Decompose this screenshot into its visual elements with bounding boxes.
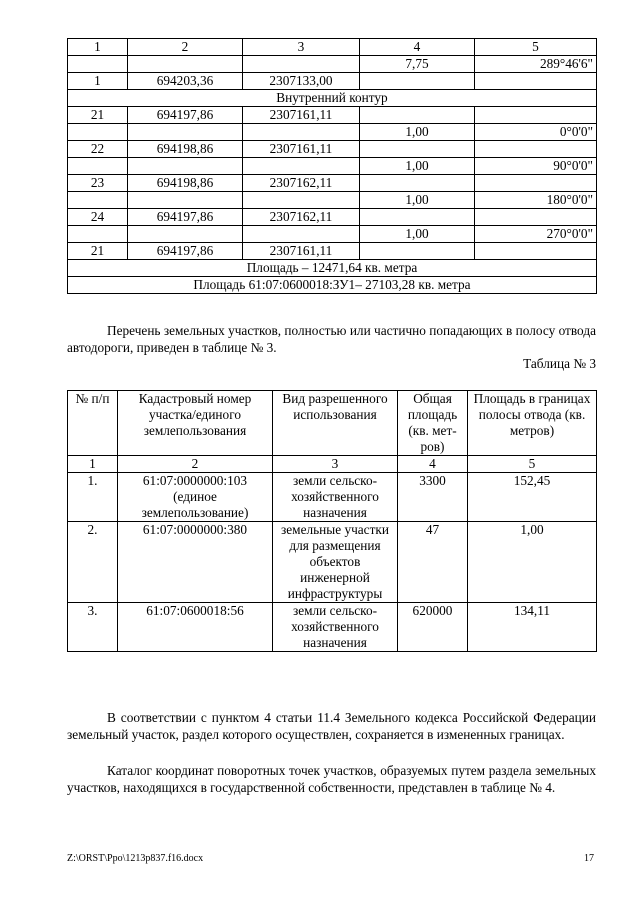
usage-type: земельные участки для размещения объектов инженерной инфраструктуры (273, 522, 398, 603)
angle-cell: 0°0'0" (475, 124, 597, 141)
point-number-cell: 1 (68, 73, 128, 90)
header-usage: Вид разрешенного использования (273, 391, 398, 456)
table-header-row (68, 391, 597, 456)
area-row (68, 260, 597, 277)
usage-type: земли сельско-хозяйственного назначения (273, 473, 398, 522)
cadastral-number: 61:07:0000000:380 (118, 522, 273, 603)
col-header: 5 (475, 39, 597, 56)
table-caption: Таблица № 3 (523, 356, 596, 371)
column-numbers-row (68, 456, 597, 473)
table-row (68, 473, 597, 522)
angle-cell: 180°0'0" (475, 192, 597, 209)
distance-cell: 1,00 (360, 124, 475, 141)
y-coord-cell: 2307133,00 (243, 73, 360, 90)
header-cadastral: Кадастровый номер участка/единого землепользования (118, 391, 273, 456)
table-row (68, 226, 597, 243)
total-area: 47 (398, 522, 468, 603)
table-header-row (68, 39, 597, 56)
point-number-cell: 24 (68, 209, 128, 226)
table-row (68, 107, 597, 124)
col-number: 5 (468, 456, 597, 473)
table-row (68, 141, 597, 158)
table-row (68, 603, 597, 652)
col-number: 1 (68, 456, 118, 473)
distance-cell: 7,75 (360, 56, 475, 73)
table-row (68, 158, 597, 175)
cadastral-number: 61:07:0600018:56 (118, 603, 273, 652)
strip-area: 152,45 (468, 473, 597, 522)
col-number: 4 (398, 456, 468, 473)
parcels-table (67, 390, 597, 652)
distance-cell: 1,00 (360, 226, 475, 243)
x-coord-cell: 694198,86 (128, 175, 243, 192)
paragraph-catalog: Каталог координат поворотных точек участков, образуемых путем раздела земельных участков, находящихся в государственной собственности, представлен в таблице № 4. (67, 763, 596, 795)
distance-cell: 1,00 (360, 158, 475, 175)
table-row (68, 243, 597, 260)
cadastral-number: 61:07:0000000:103 (единое землепользование) (118, 473, 273, 522)
col-header: 1 (68, 39, 128, 56)
y-coord-cell: 2307161,11 (243, 141, 360, 158)
total-area: 3300 (398, 473, 468, 522)
usage-type: земли сельско-хозяйственного назначения (273, 603, 398, 652)
header-total-area: Общая площадь (кв. мет-ров) (398, 391, 468, 456)
footer-file-path: Z:\ORST\Ppo\1213p837.f16.docx (67, 853, 204, 864)
y-coord-cell: 2307161,11 (243, 107, 360, 124)
point-number-cell: 21 (68, 243, 128, 260)
x-coord-cell: 694203,36 (128, 73, 243, 90)
col-header: 2 (128, 39, 243, 56)
row-number: 1. (68, 473, 118, 522)
col-header: 3 (243, 39, 360, 56)
distance-cell: 1,00 (360, 192, 475, 209)
row-number: 2. (68, 522, 118, 603)
header-strip-area: Площадь в границах полосы отвода (кв. метров) (468, 391, 597, 456)
point-number-cell: 21 (68, 107, 128, 124)
y-coord-cell: 2307162,11 (243, 209, 360, 226)
row-number: 3. (68, 603, 118, 652)
col-number: 3 (273, 456, 398, 473)
x-coord-cell: 694197,86 (128, 209, 243, 226)
angle-cell: 270°0'0" (475, 226, 597, 243)
x-coord-cell: 694197,86 (128, 107, 243, 124)
angle-cell: 90°0'0" (475, 158, 597, 175)
table-row (68, 522, 597, 603)
angle-cell: 289°46'6" (475, 56, 597, 73)
total-area: 620000 (398, 603, 468, 652)
y-coord-cell: 2307162,11 (243, 175, 360, 192)
area-total: Площадь – 12471,64 кв. метра (68, 260, 597, 277)
y-coord-cell: 2307161,11 (243, 243, 360, 260)
table-row (68, 56, 597, 73)
paragraph-land-code: В соответствии с пунктом 4 статьи 11.4 Земельного кодекса Российской Федерации земельный участок, раздел которого осуществлен, сохраняется в измененных границах. (67, 710, 596, 742)
col-number: 2 (118, 456, 273, 473)
page-number: 17 (584, 853, 594, 864)
strip-area: 134,11 (468, 603, 597, 652)
col-header: 4 (360, 39, 475, 56)
area-parcel: Площадь 61:07:0600018:ЗУ1– 27103,28 кв. метра (68, 277, 597, 294)
table-row (68, 124, 597, 141)
header-number: № п/п (68, 391, 118, 456)
point-number-cell: 22 (68, 141, 128, 158)
strip-area: 1,00 (468, 522, 597, 603)
point-number-cell: 23 (68, 175, 128, 192)
table-row (68, 209, 597, 226)
section-title: Внутренний контур (68, 90, 597, 107)
area-row (68, 277, 597, 294)
table-row (68, 192, 597, 209)
section-title-row (68, 90, 597, 107)
x-coord-cell: 694197,86 (128, 243, 243, 260)
coordinate-table (67, 38, 597, 294)
paragraph-parcels-intro: Перечень земельных участков, полностью или частично попадающих в полосу отвода автодороги, приведен в таблице № 3. (67, 323, 596, 355)
table-row (68, 73, 597, 90)
table-row (68, 175, 597, 192)
x-coord-cell: 694198,86 (128, 141, 243, 158)
